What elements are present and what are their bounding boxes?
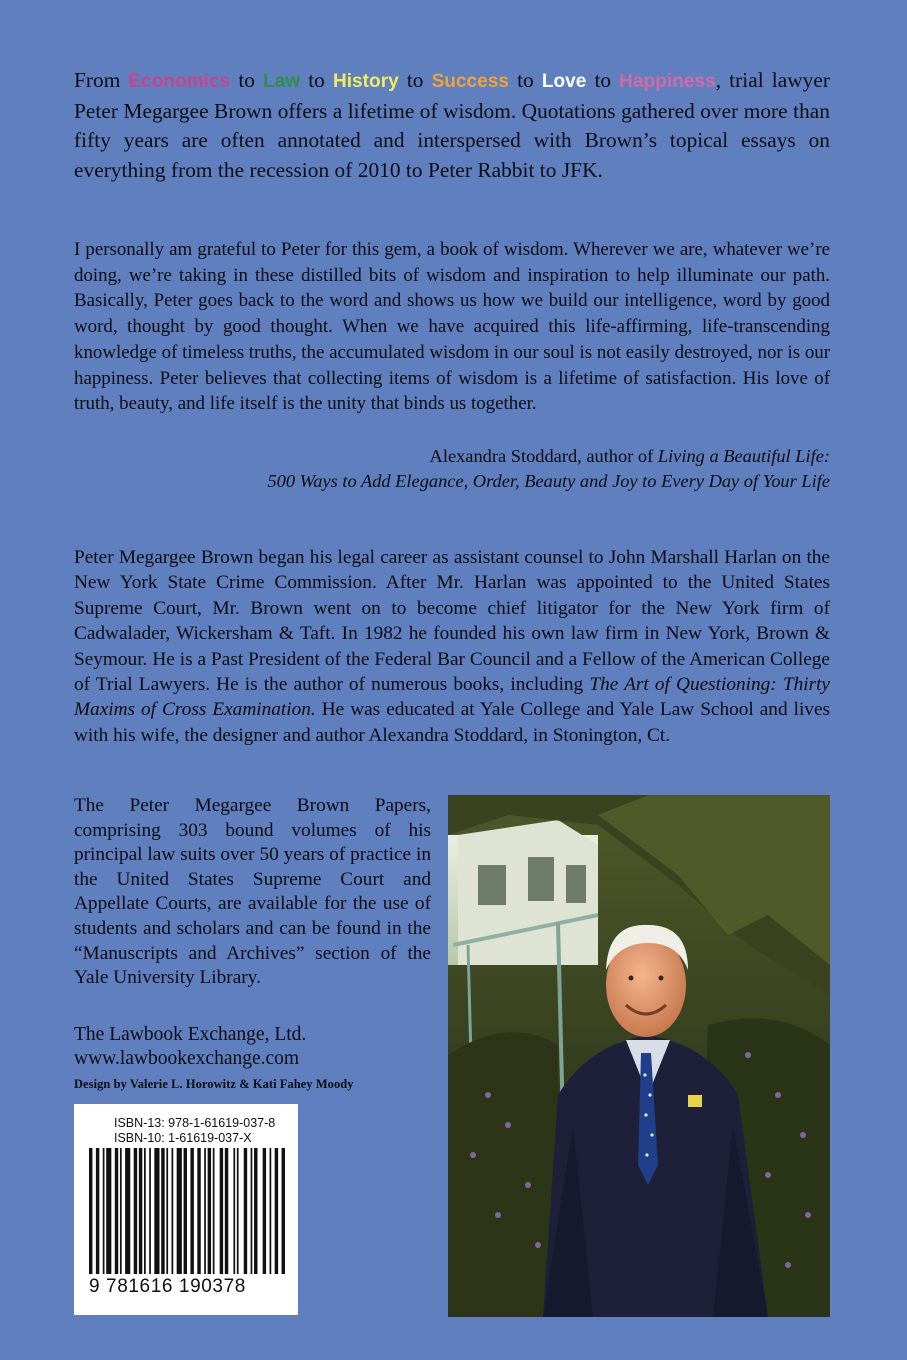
attribution-book-title-line1: Living a Beautiful Life: <box>657 446 830 466</box>
intro-body: trial lawyer Peter Megargee Brown offers a lifetime of wisdom. Quotations gathered over more than fifty years are often annotated and interspersed with Brown’s topical essays on everything from the recession of 2010 to Peter Rabbit to JFK. <box>74 68 831 182</box>
barcode-bar <box>184 1148 187 1274</box>
barcode-bar <box>237 1148 239 1274</box>
intro-connector: to <box>308 68 325 92</box>
keyword-success: Success <box>431 71 510 92</box>
quote-text: I personally am grateful to Peter for this gem, a book of wisdom. Wherever we are, whatever we’re doing, we’re taking in these distilled bits of wisdom and inspiration to help illuminate our path. Basically, Peter goes back to the word and shows us how we build our intelligence, word by good word, thought by good thought. When we have acquired this life-affirming, life-transcending knowledge of timeless truths, the accumulated wisdom in our soul is not easily destroyed, nor is our happiness. Peter believes that collecting items of wisdom is a lifetime of satisfaction. His love of truth, beauty, and life itself is the unity that binds us together. <box>74 239 830 415</box>
barcode-bar <box>103 1148 105 1274</box>
design-credit: Design by Valerie L. Horowitz & Kati Fahey Moody <box>74 1077 354 1091</box>
isbn-barcode-box <box>74 1104 298 1315</box>
barcode-digits: 9 781616 190378 <box>89 1276 246 1297</box>
endorsement-quote <box>74 237 830 417</box>
intro-connector: to <box>238 68 255 92</box>
publisher-name: The Lawbook Exchange, Ltd. <box>74 1024 307 1045</box>
bio-text-after: He was educated at Yale College and Yale Law School and lives with his wife, the designer and author Alexandra Stoddard, in Stonington, Ct. <box>74 699 831 746</box>
barcode-graphic <box>89 1148 285 1288</box>
barcode-bar <box>251 1148 253 1274</box>
barcode-bar <box>190 1148 193 1274</box>
barcode-bar <box>134 1148 137 1274</box>
bio-text-before: Peter Megargee Brown began his legal career as assistant counsel to John Marshall Harlan on the New York State Crime Commission. After Mr. Harlan was appointed to the United States Supreme Court, Mr. Brown went on to become chief litigator for the New York firm of Cadwalader, Wickersham & Taft. In 1982 he founded his own law firm in New York, Brown & Seymour. He is a Past President of the Federal Bar Council and a Fellow of the American College of Trial Lawyers. He is the author of numerous books, including <box>74 547 830 696</box>
publisher-website: www.lawbookexchange.com <box>74 1048 300 1069</box>
barcode-bar <box>225 1148 228 1274</box>
bio-book-title: The Art of Questioning: Thirty Maxims of Cross Examination. <box>74 674 830 721</box>
barcode-bar <box>144 1148 146 1274</box>
barcode-bar <box>96 1148 99 1274</box>
barcode-bar <box>172 1148 174 1274</box>
author-bio <box>74 545 830 748</box>
barcode-bar <box>275 1148 278 1274</box>
barcode-bar <box>208 1148 211 1274</box>
barcode-bar <box>270 1148 272 1274</box>
barcode-bar <box>161 1148 164 1274</box>
barcode-bar <box>115 1148 118 1274</box>
papers-paragraph <box>74 794 431 991</box>
keyword-love: Love <box>541 71 587 92</box>
barcode-bar <box>125 1148 130 1274</box>
barcode-bar <box>282 1148 285 1274</box>
barcode-bar <box>197 1148 200 1274</box>
barcode-bar <box>149 1148 151 1274</box>
keyword-happiness: Happiness <box>619 71 716 92</box>
barcode-bar <box>213 1148 215 1274</box>
intro-connector: to <box>406 68 424 92</box>
barcode-bar <box>204 1148 206 1274</box>
barcode-bar <box>166 1148 168 1274</box>
barcode-bar <box>263 1148 266 1274</box>
attribution-book-title-line2: 500 Ways to Add Elegance, Order, Beauty and Joy to Every Day of Your Life <box>267 471 830 491</box>
barcode-bar <box>177 1148 182 1274</box>
intro-connector: to <box>517 68 534 92</box>
barcode-bar <box>139 1148 142 1274</box>
attribution-prefix: Alexandra Stoddard, author of <box>429 446 654 466</box>
barcode-bar <box>106 1148 111 1274</box>
intro-connector: to <box>594 68 612 92</box>
keyword-law: Law <box>263 71 301 92</box>
keyword-economics: Economics <box>128 71 231 92</box>
publisher-info <box>74 1023 306 1071</box>
isbn10-label: ISBN-10: 1-61619-037-X <box>114 1131 252 1145</box>
barcode-bar <box>244 1148 247 1274</box>
intro-paragraph: From Economics to Law to History to Success to Love to Happiness, trial lawyer Peter Megargee Brown offers a lifetime of wisdom. Quotations gathered over more than fifty years are often annotated and interspersed with Brown’s topical essays on everything from the recession of 2010 to Peter Rabbit to JFK. <box>74 68 831 182</box>
quote-attribution <box>74 444 830 494</box>
barcode-bar <box>154 1148 159 1274</box>
barcode-bar <box>89 1148 92 1274</box>
isbn13-label: ISBN-13: 978-1-61619-037-8 <box>114 1116 276 1130</box>
barcode-bar <box>120 1148 122 1274</box>
papers-text: The Peter Megargee Brown Papers, comprising 303 bound volumes of his principal law suits over 50 years of practice in the United States Supreme Court and Appellate Courts, are available for the use of students and scholars and can be found in the “Manuscripts and Archives” section of the Yale University Library. <box>74 795 431 989</box>
barcode-bar <box>220 1148 223 1274</box>
intro-lead: From <box>74 68 121 92</box>
barcode-bar <box>233 1148 235 1274</box>
keyword-history: History <box>332 71 399 92</box>
author-photo <box>448 795 830 1317</box>
barcode-bar <box>254 1148 257 1274</box>
author-photo-illustration <box>448 795 830 1317</box>
